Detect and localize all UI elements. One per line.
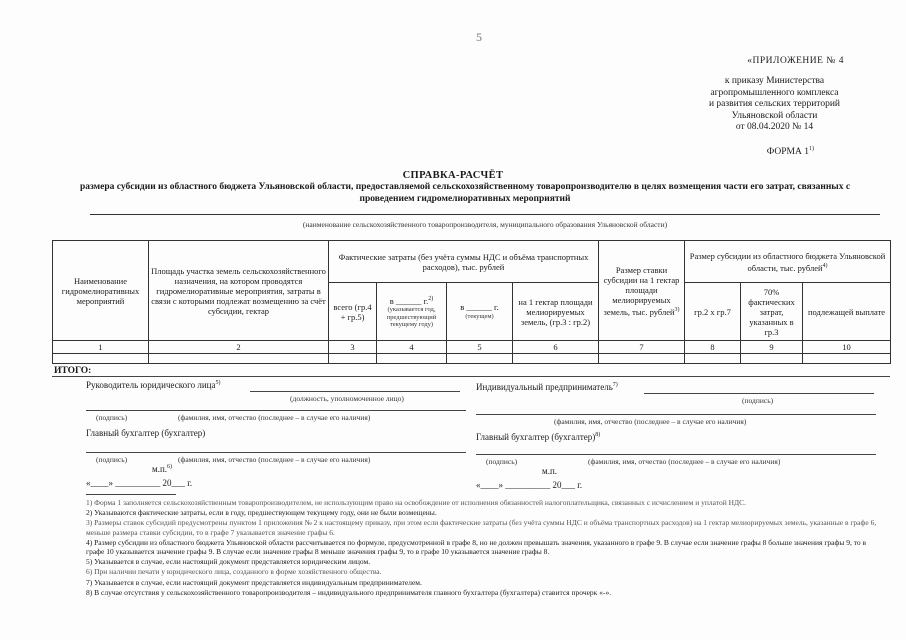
column-numbers-row: [53, 341, 891, 354]
column-number: 8: [685, 341, 741, 354]
column-number: 9: [741, 341, 803, 354]
table-row: [53, 354, 891, 364]
header-subsidy: Размер субсидии из областного бюджета Ульяновской области, тыс. рублей$^{4)}$: [685, 241, 891, 283]
sign-caption: (подпись): [742, 396, 774, 405]
left-sign-line: [86, 410, 466, 411]
footnote: 4) Размер субсидии из областного бюджета Ульяновской области рассчитывается по формуле, предусмотренной в графе 8, но не должен превышать значения, указанного в графе 9. В случае если значение графы 8 больше значения графы 9, то в графе 10 указывается значение графы 9. В случае если значение графы 8 меньше значения графы 9, то в графе 10 указывается значение графы 8.: [86, 537, 867, 557]
footnote: 3) Размеры ставок субсидий предусмотрены пунктом 1 приложения № 2 к настоящему приказу, при этом если фактические затраты (без учёта суммы НДС и объёма транспортных расходов) на 1 гектар мелиорируемых земель, указанные в графе 6, меньше размера ставки субсидии, то в графе 7 указывается значение графы 6.: [86, 518, 877, 537]
footnote-mark: 2): [428, 296, 434, 303]
left-date: «____» __________ 20___ г.: [86, 478, 193, 488]
org-name-caption: (наименование сельскохозяйственного товаропроизводителя, муниципального образования Ульяновской области): [302, 220, 668, 229]
footnote-mark: 5): [215, 380, 221, 386]
subsidy-table: [52, 240, 891, 364]
fio-caption: (фамилия, имя, отчество (последнее – в случае его наличия): [178, 455, 371, 464]
document-subtitle: размера субсидии из областного бюджета Ульяновской области, предоставляемой сельскохозяйственному товаропроизводителю в целях возмещения части его затрат, связанных с проведением гидромелиоративных мероприятий: [79, 182, 851, 204]
footnote-mark: 6): [167, 464, 173, 470]
org-name-line: [90, 214, 880, 215]
column-number: 4: [377, 341, 447, 354]
fio-caption: (фамилия, имя, отчество (последнее – в случае его наличия): [588, 457, 781, 466]
form-label: ФОРМА 1$^{1)}$: [766, 146, 814, 158]
right-sign-line: [644, 393, 874, 394]
header-current-year: в ______ г. (текущем): [447, 283, 513, 341]
column-number: 6: [513, 341, 599, 354]
right-accountant-label: Главный бухгалтер (бухгалтер)$^{8)}$: [476, 432, 601, 442]
footnote-mark: 3): [674, 306, 680, 313]
header-current-year-note: (текущем): [465, 312, 494, 320]
order-line: к приказу Министерства: [724, 76, 825, 86]
footnotes: [86, 498, 886, 598]
left-head-label: Руководитель юридического лица$^{5)}$: [86, 380, 221, 390]
right-fio-line: [476, 414, 876, 415]
footnote: 2) Указываются фактические затраты, если в году, предшествующем текущему году, они не были возмещены.: [86, 508, 437, 518]
fio-caption: (фамилия, имя, отчество (последнее – в случае его наличия): [554, 417, 747, 426]
header-70-percent: 70% фактических затрат, указанных в гр.3: [741, 283, 803, 341]
sign-caption: (подпись): [486, 457, 518, 466]
header-g2xg7: гр.2 х гр.7: [685, 283, 741, 341]
header-rate: Размер ставки субсидии на 1 гектар площади мелиорируемых земель, тыс. рублей$^{3)}$: [599, 241, 685, 341]
footnote-mark: 1): [809, 146, 814, 152]
order-reference: [709, 76, 840, 134]
footnote-mark: 7): [612, 382, 618, 388]
column-number: 3: [329, 341, 377, 354]
left-acc-line: [86, 452, 466, 453]
header-prev-year: в ______ г.$^{2)}$ (указывается год, предшествующий текущему году): [377, 283, 447, 341]
position-caption: (должность, уполномоченное лицо): [290, 394, 404, 403]
sign-caption: (подпись): [96, 455, 128, 464]
header-measures: Наименование гидромелиоративных мероприятий: [53, 241, 149, 341]
appendix-title: «ПРИЛОЖЕНИЕ № 4: [747, 56, 844, 66]
footnote: 6) При наличии печати у юридического лица, созданного в форме хозяйственного общества.: [86, 567, 382, 577]
right-acc-line: [476, 454, 876, 455]
column-number: 2: [149, 341, 329, 354]
sign-caption: (подпись): [96, 413, 128, 422]
total-label: ИТОГО:: [54, 366, 92, 376]
column-number: 7: [599, 341, 685, 354]
order-line: агропромышленного комплекса: [710, 87, 839, 98]
header-per-hectare: на 1 гектар площади мелиорируемых земель, (гр.3 : гр.2): [513, 283, 599, 341]
footnote: 1) Форма 1 заполняется сельскохозяйственным товаропроизводителем, не использующим право на освобождение от исполнения обязанностей налогоплательщика, связанных с исчислением и уплатой НДС.: [86, 498, 747, 507]
footnote: 8) В случае отсутствия у сельскохозяйственного товаропроизводителя – индивидуального предпринимателя главного бухгалтера (бухгалтера) ставится прочерк «-».: [86, 587, 612, 597]
header-actual-costs: Фактические затраты (без учёта суммы НДС и объёма транспортных расходов), тыс. рублей: [329, 241, 599, 283]
column-number: 5: [447, 341, 513, 354]
header-total: всего (гр.4 + гр.5): [329, 283, 377, 341]
fio-caption: (фамилия, имя, отчество (последнее – в случае его наличия): [178, 413, 371, 422]
right-date: «____» __________ 20___ г.: [476, 480, 583, 490]
total-line: [52, 376, 890, 377]
column-number: 10: [803, 341, 891, 354]
footnote-separator: [86, 494, 176, 495]
order-line: от 08.04.2020 № 14: [735, 122, 814, 132]
header-to-pay: подлежащей выплате: [803, 283, 891, 341]
stamp-place: м.п.: [542, 466, 558, 476]
stamp-place: м.п.$^{6)}$: [152, 464, 173, 474]
header-prev-year-note: (указывается год, предшествующий текущему году): [386, 306, 437, 329]
header-area: Площадь участка земель сельскохозяйственного назначения, на котором проводятся гидромелиоративные мероприятия, затраты в связи с которыми подлежат возмещению за счёт субсидии, гектар: [149, 241, 329, 341]
column-number: 1: [53, 341, 149, 354]
position-line: [250, 391, 460, 392]
right-head-label: Индивидуальный предприниматель$^{7)}$: [476, 382, 618, 392]
footnote-mark: 4): [822, 262, 828, 269]
order-line: и развития сельских территорий: [708, 99, 840, 109]
footnote-mark: 8): [595, 432, 601, 438]
document-title: СПРАВКА-РАСЧЁТ: [402, 170, 504, 181]
order-line: Ульяновской области: [731, 110, 818, 121]
left-accountant-label: Главный бухгалтер (бухгалтер): [86, 428, 206, 438]
page-number: 5: [476, 30, 482, 44]
footnote: 7) Указывается в случае, если настоящий документ представляется индивидуальным предпринимателем.: [86, 577, 422, 587]
footnote: 5) Указывается в случае, если настоящий документ представляется юридическим лицом.: [86, 557, 371, 567]
